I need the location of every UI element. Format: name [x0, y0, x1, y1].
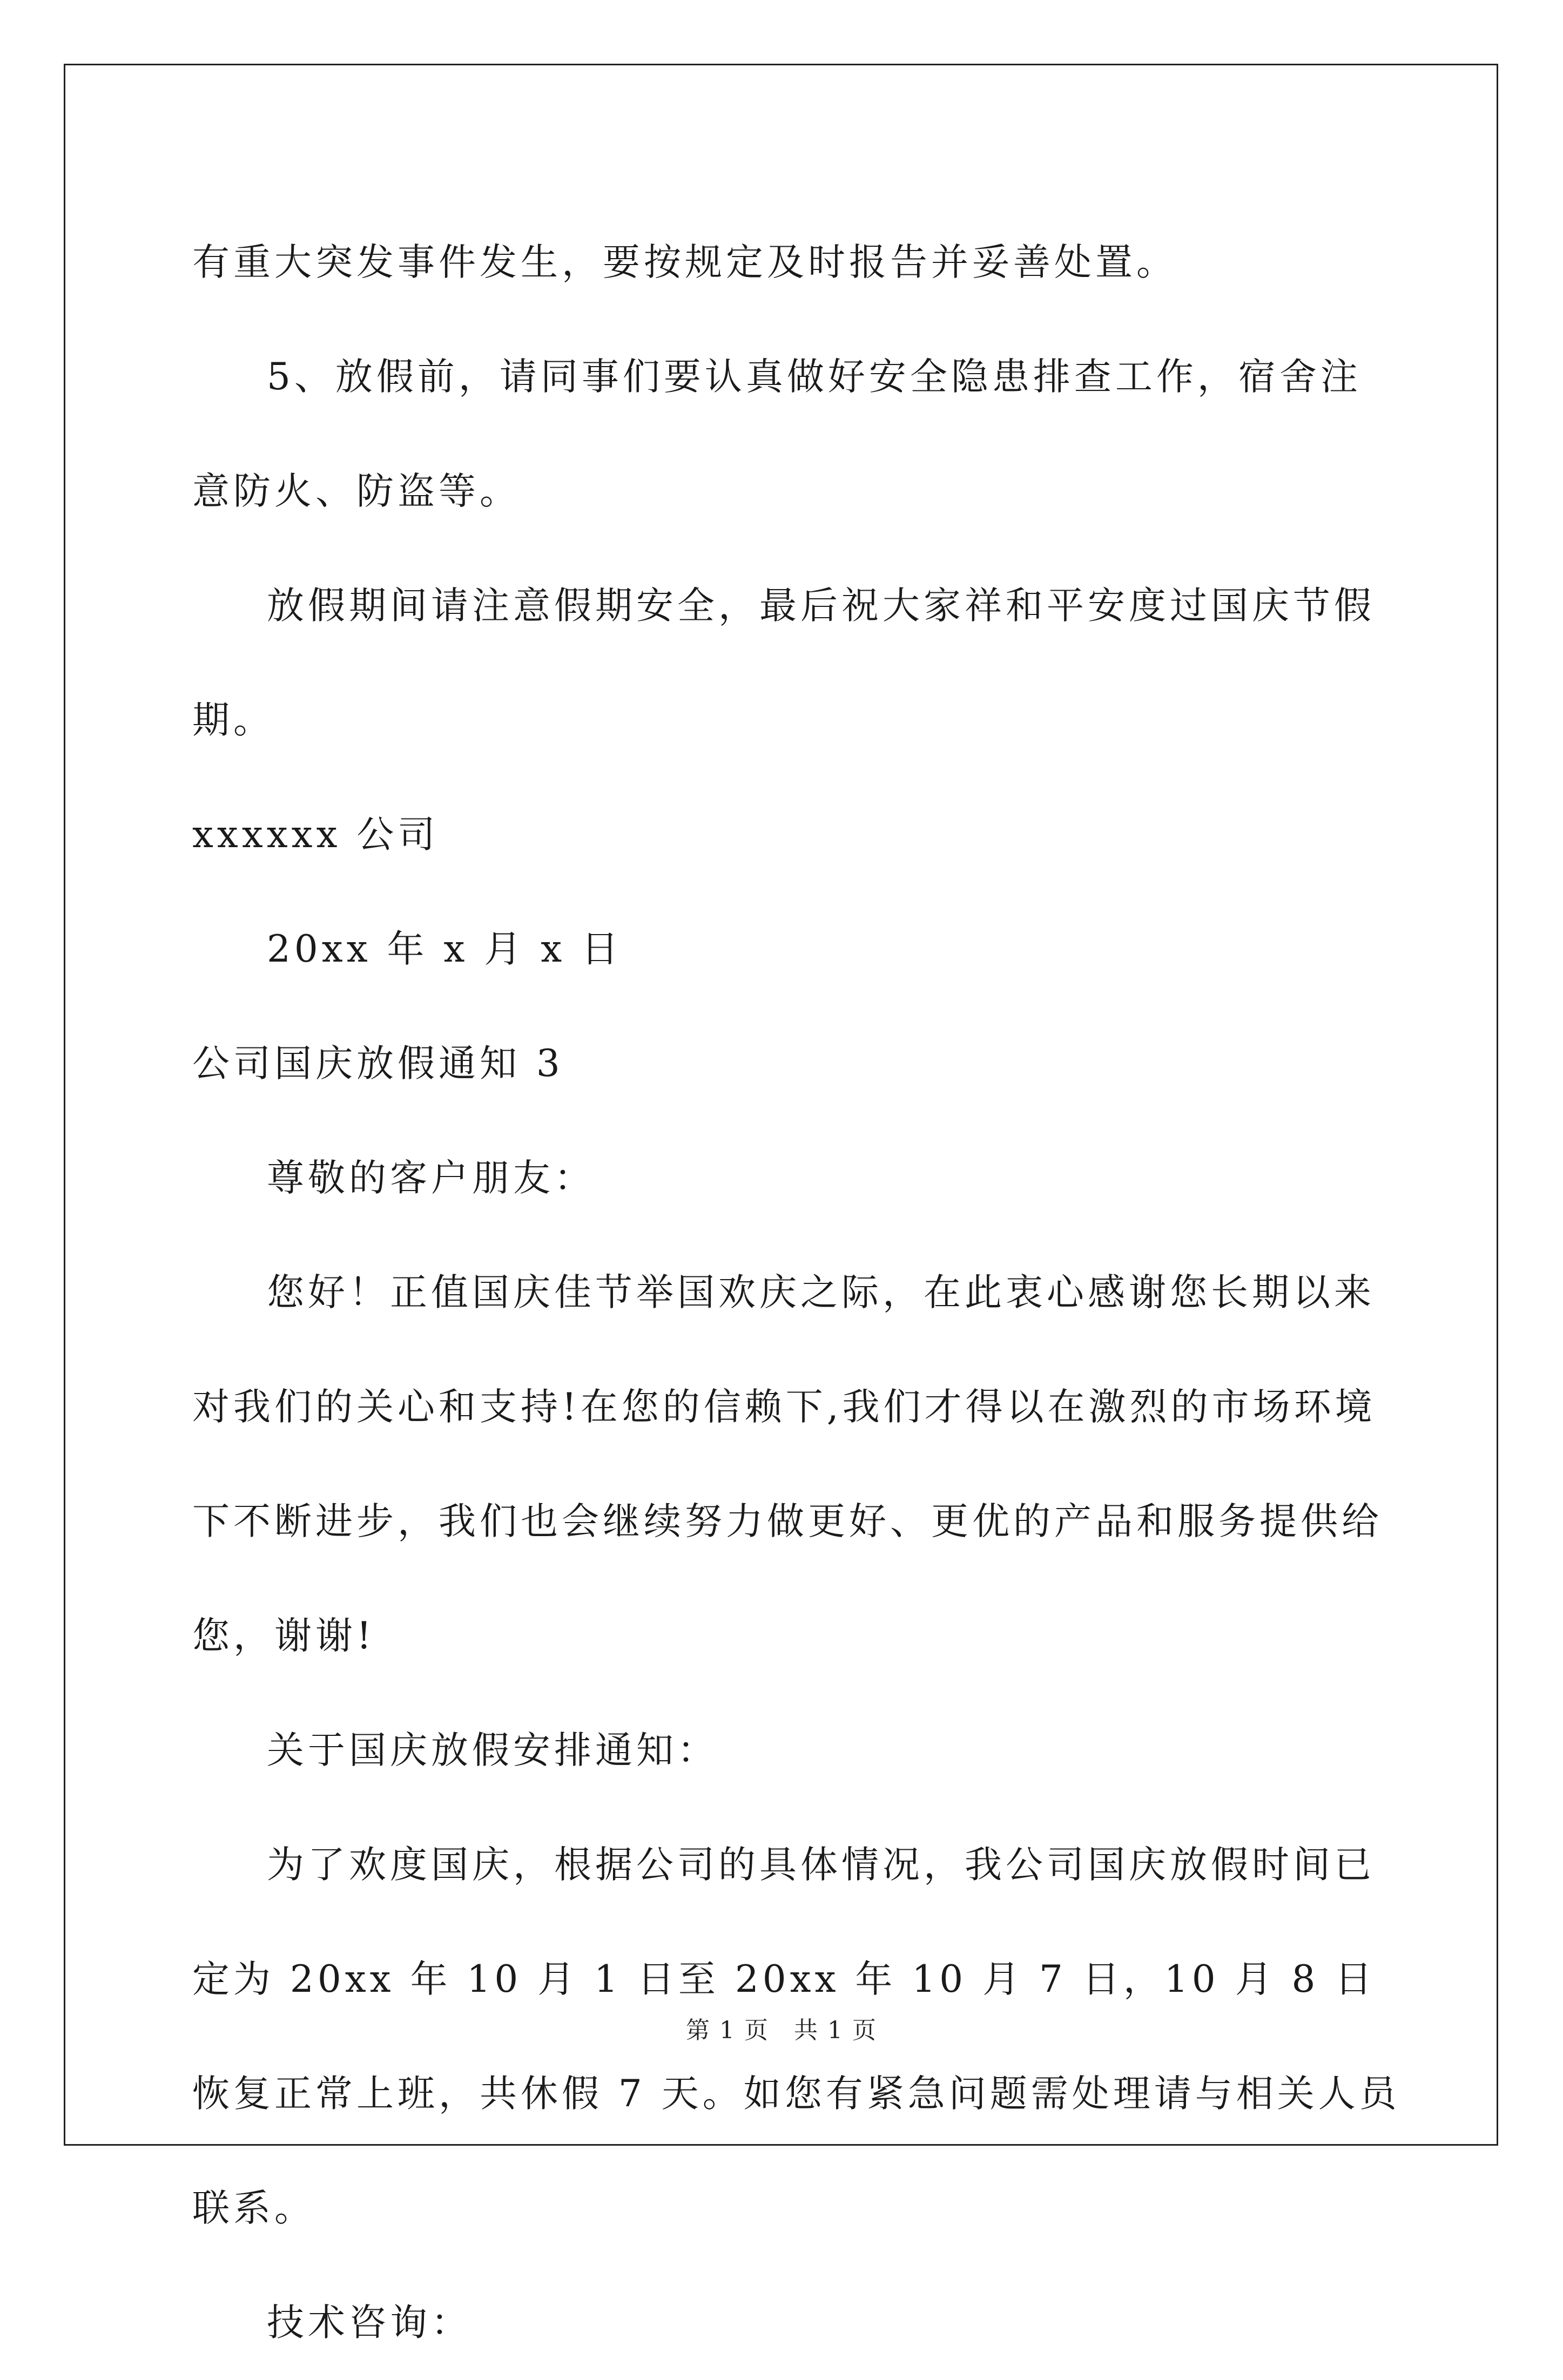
paragraph-2: 5、放假前，请同事们要认真做好安全隐患排查工作，宿舍注意防火、防盗等。: [192, 355, 1362, 513]
document-body: [192, 205, 1402, 2380]
paragraph-3: 放假期间请注意假期安全，最后祝大家祥和平安度过国庆节假期。: [192, 584, 1375, 742]
paragraph-greeting: 您好！正值国庆佳节举国欢庆之际，在此衷心感谢您长期以来对我们的关心和支持!在您的信赖下,我们才得以在激烈的市场环境下不断进步，我们也会继续努力做更好、更优的产品和服务提供给您，谢谢!: [192, 1271, 1383, 1658]
page-number-total: 共 1 页: [794, 2017, 877, 2044]
paragraph-holiday-schedule: 为了欢度国庆，根据公司的具体情况，我公司国庆放假时间已定为 20xx 年 10 月 1 日至 20xx 年 10 月 7 日，10 月 8 日恢复正常上班，共休假 7 天。如您有紧急问题需处理请与相关人员联系。: [192, 1843, 1400, 2230]
paragraph-tech-consult: 技术咨询：: [267, 2301, 472, 2344]
paragraph-notice-heading: 关于国庆放假安排通知：: [267, 1729, 718, 1772]
paragraph-1: 有重大突发事件发生，要按规定及时报告并妥善处置。: [192, 241, 1177, 284]
salutation: 尊敬的客户朋友：: [267, 1157, 595, 1200]
signature-date: 20xx 年 x 月 x 日: [267, 928, 623, 971]
page-number-current: 第 1 页: [686, 2017, 769, 2044]
company-signature: xxxxxx 公司: [192, 813, 439, 856]
section-title: 公司国庆放假通知 3: [192, 1042, 564, 1085]
page-footer: [0, 2011, 1563, 2045]
